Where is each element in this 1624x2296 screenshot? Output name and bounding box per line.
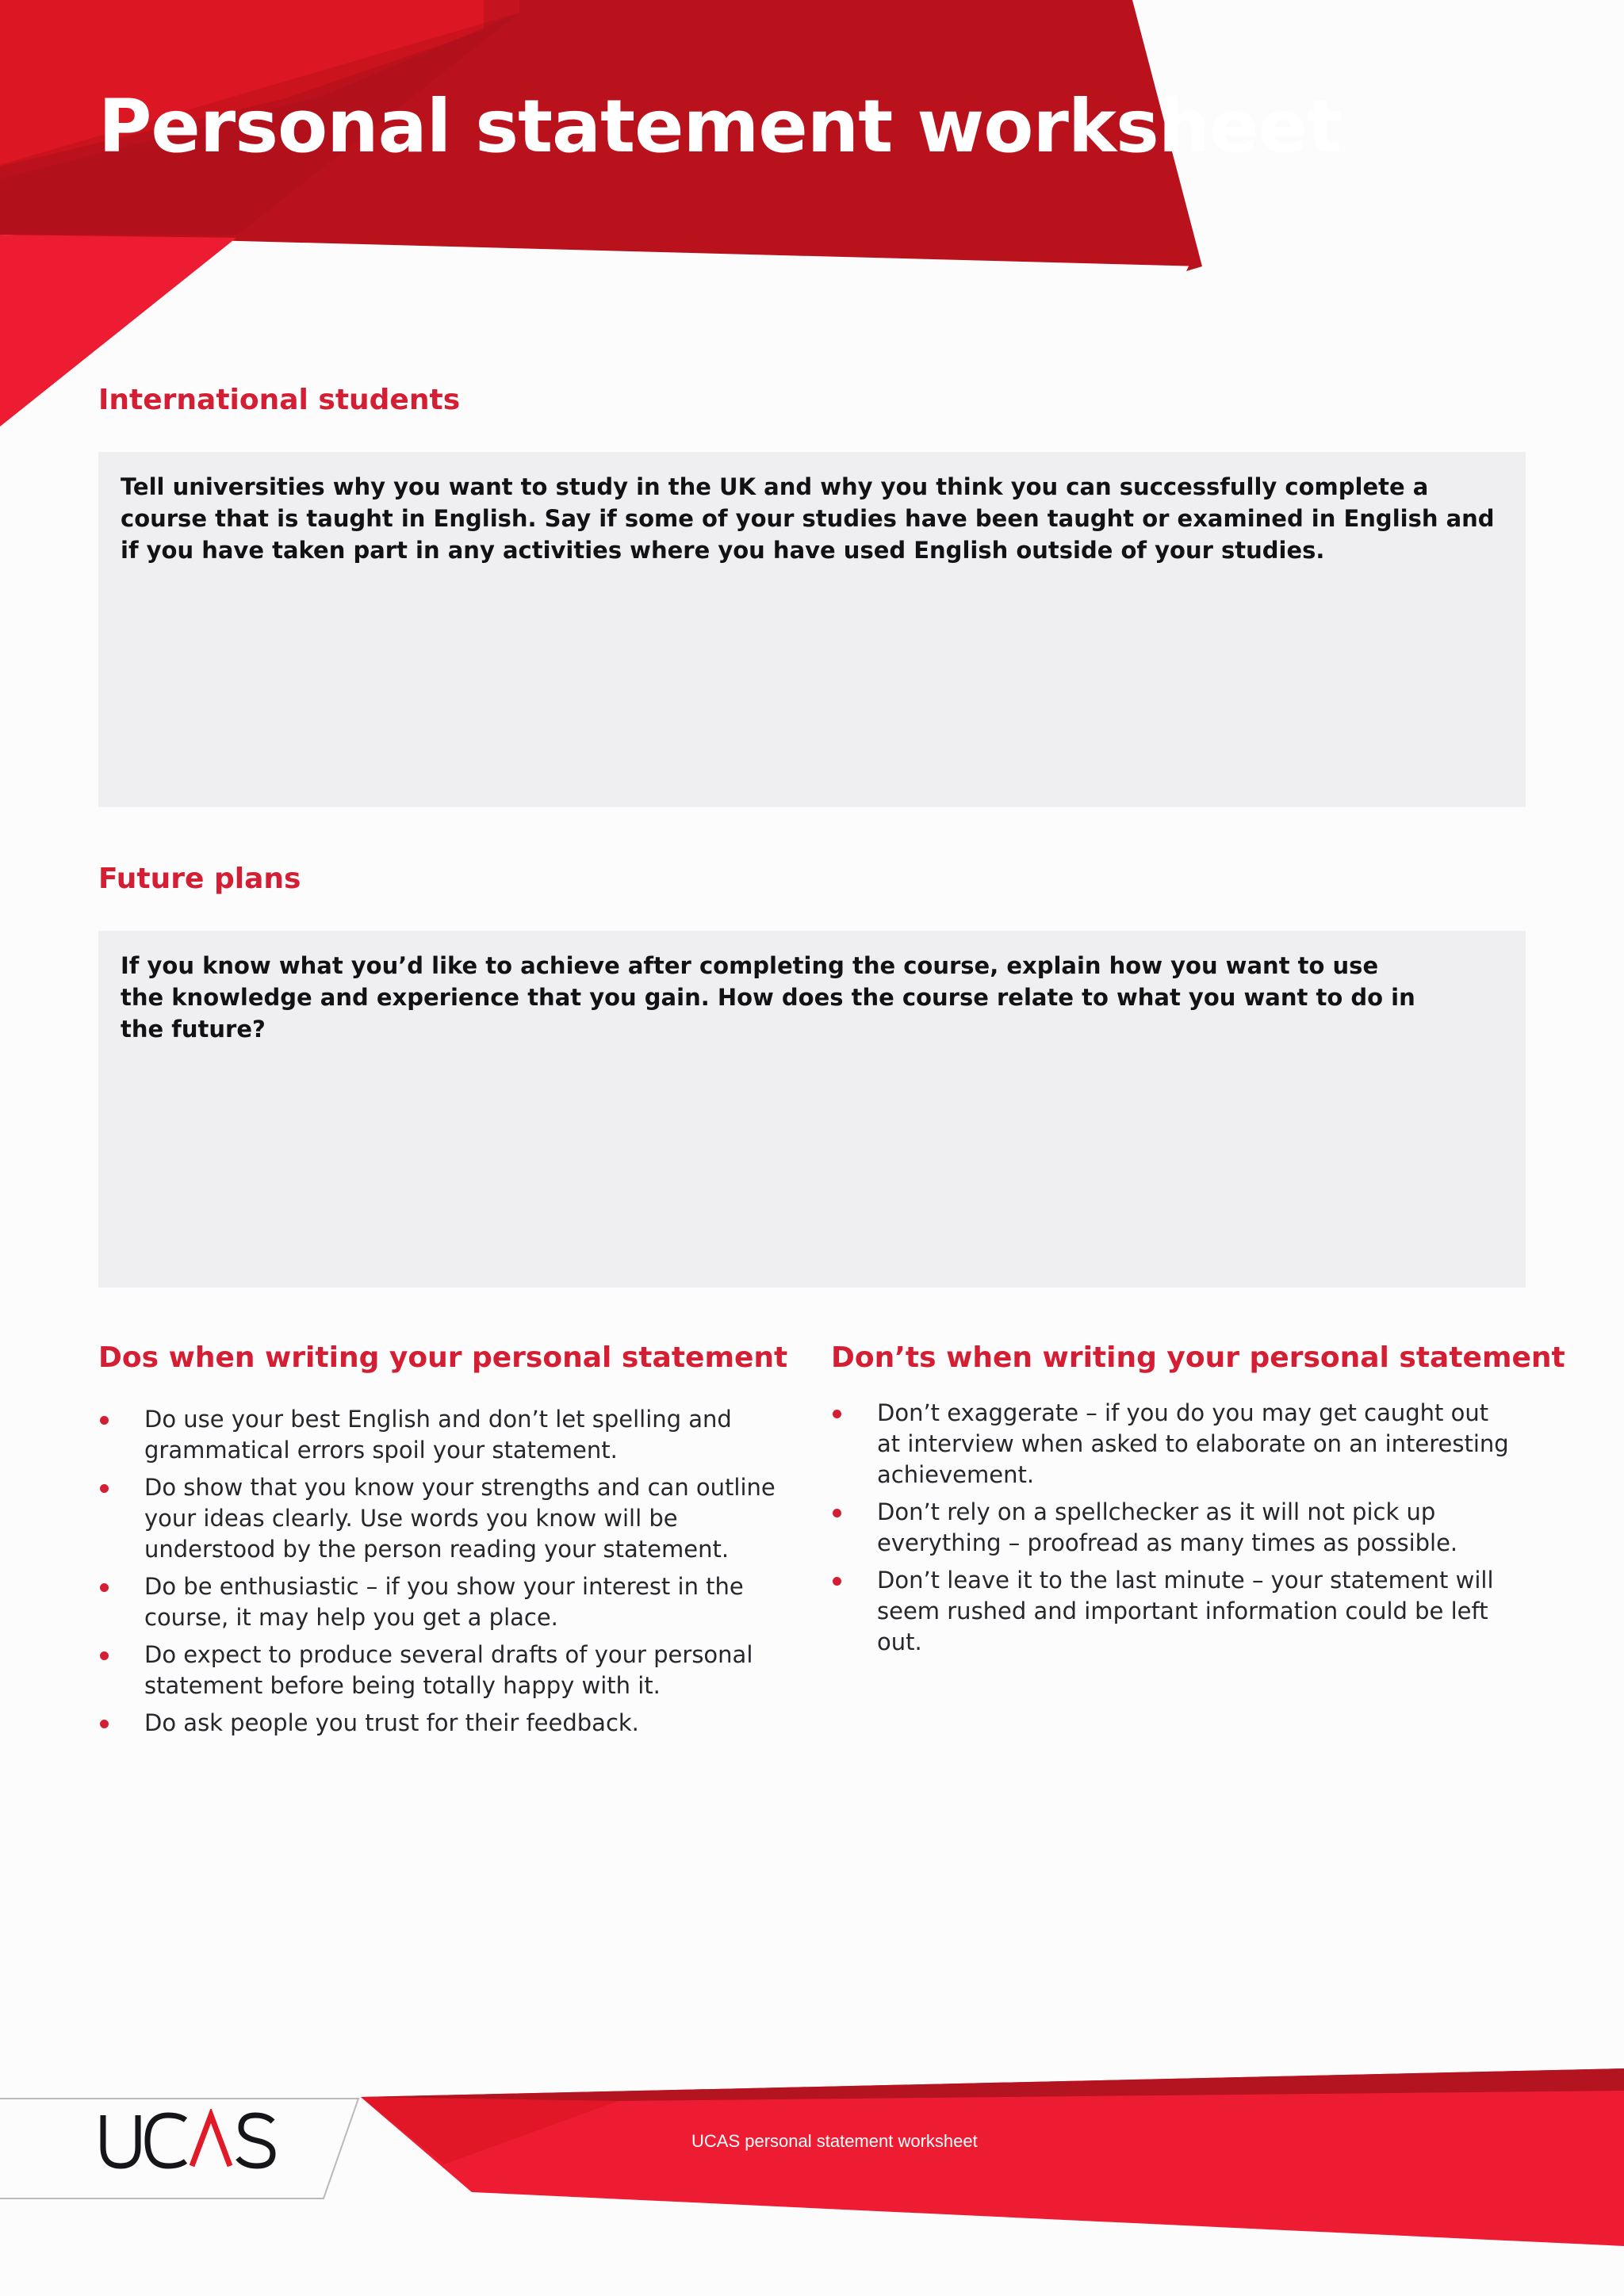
list-item: Don’t rely on a spellchecker as it will not pick up everything – proofread as many times as possible. <box>831 1497 1513 1559</box>
future-plans-prompt: If you know what you’d like to achieve after completing the course, explain how you want to use the knowledge and experience that you gain. How does the course relate to what you want to do in the future? <box>121 952 1415 1043</box>
list-item: Do use your best English and don’t let spelling and grammatical errors spoil your statement. <box>98 1404 780 1466</box>
header-banner <box>0 0 1624 444</box>
ucas-logo <box>97 2109 279 2172</box>
list-item: Don’t exaggerate – if you do you may get caught out at interview when asked to elaborate on an interesting achievement. <box>831 1398 1513 1490</box>
bullet-icon <box>833 1509 841 1517</box>
dos-heading: Dos when writing your personal statement <box>98 1341 788 1374</box>
future-plans-box[interactable] <box>98 931 1526 1288</box>
bullet-icon <box>100 1416 109 1425</box>
bullet-icon <box>833 1410 841 1418</box>
international-students-box[interactable] <box>98 452 1526 807</box>
donts-heading: Don’ts when writing your personal statement <box>831 1341 1565 1374</box>
bullet-icon <box>100 1720 109 1728</box>
donts-column <box>831 1341 1565 1664</box>
page-title: Personal statement worksheet <box>98 84 1342 169</box>
dos-column <box>98 1341 788 1745</box>
international-students-heading: International students <box>98 384 461 416</box>
list-item: Do show that you know your strengths and can outline your ideas clearly. Use words you know will be understood by the person reading your statement. <box>98 1472 780 1565</box>
list-item: Do ask people you trust for their feedback. <box>98 1708 780 1739</box>
bullet-icon <box>100 1651 109 1660</box>
bullet-icon <box>100 1484 109 1493</box>
footer-caption: UCAS personal statement worksheet <box>691 2131 978 2151</box>
bullet-icon <box>833 1577 841 1586</box>
dos-list <box>98 1404 780 1739</box>
donts-list <box>831 1398 1513 1658</box>
future-plans-heading: Future plans <box>98 863 301 895</box>
list-item: Do expect to produce several drafts of your personal statement before being totally happy with it. <box>98 1640 780 1701</box>
list-item: Don’t leave it to the last minute – your statement will seem rushed and important information could be left out. <box>831 1565 1513 1658</box>
list-item: Do be enthusiastic – if you show your interest in the course, it may help you get a place. <box>98 1571 780 1633</box>
international-students-prompt: Tell universities why you want to study in the UK and why you think you can successfully complete a course that is taught in English. Say if some of your studies have been taught or examined in English and if you have taken part in any activities where you have used English outside of your studies. <box>121 473 1495 564</box>
bullet-icon <box>100 1583 109 1592</box>
